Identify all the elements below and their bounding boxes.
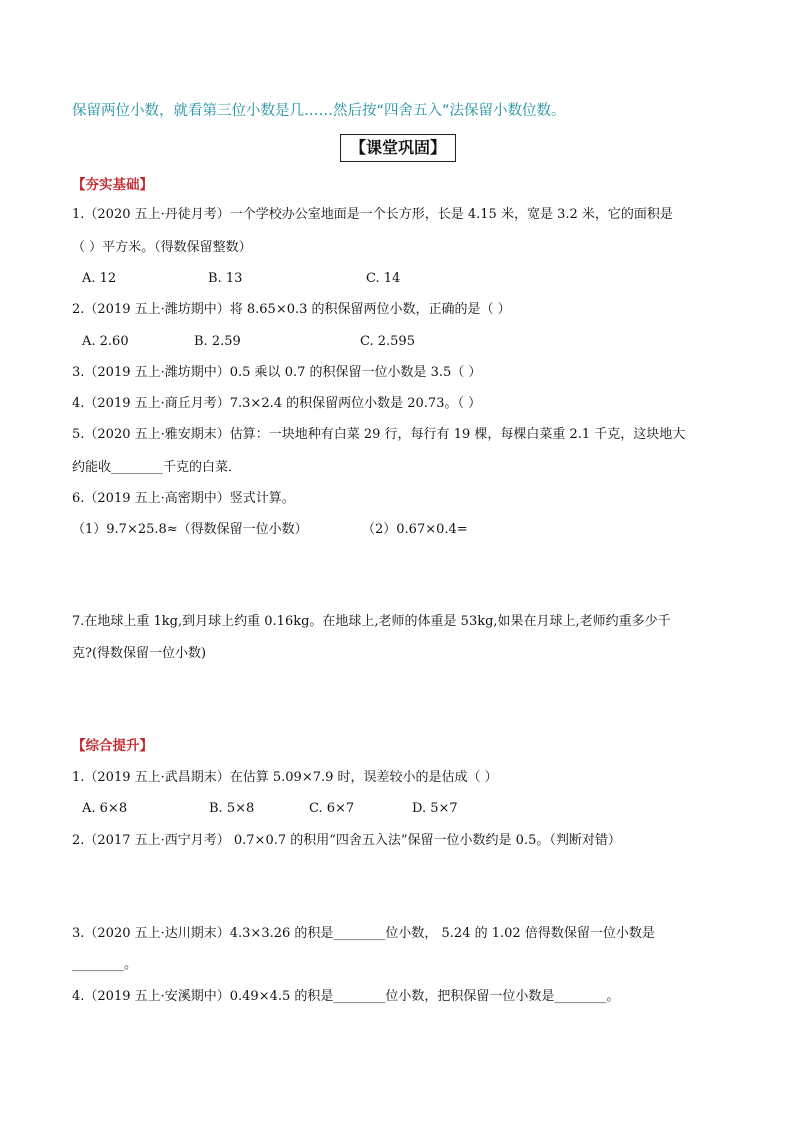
basic-q2-options <box>82 333 482 351</box>
basic-q2: 2.（2019 五上·潍坊期中）将 8.65×0.3 的积保留两位小数，正确的是（ ） <box>72 302 511 317</box>
intro-text: 保留两位小数，就看第三位小数是几……然后按“四舍五入”法保留小数位数。 <box>72 103 566 119</box>
option-c: C. 14 <box>366 271 401 286</box>
basic-q1-options <box>82 270 482 288</box>
advanced-q3-line1: 3.（2020 五上·达川期末）4.3×3.26 的积是________位小数， 5.24 的 1.02 倍得数保留一位小数是 <box>72 926 655 941</box>
option-a: A. 12 <box>82 271 117 286</box>
basic-q1-line1: 1.（2020 五上·丹徒月考）一个学校办公室地面是一个长方形，长是 4.15 米，宽是 3.2 米，它的面积是 <box>72 207 673 222</box>
option-b: B. 2.59 <box>194 334 241 349</box>
advanced-q1: 1.（2019 五上·武昌期末）在估算 5.09×7.9 时，误差较小的是估成（ ） <box>72 770 498 785</box>
option-a: A. 2.60 <box>82 334 129 349</box>
advanced-q3-line2: ________。 <box>72 957 138 972</box>
basic-q7-line2: 克?(得数保留一位小数) <box>72 646 207 661</box>
basic-q7-line1: 7.在地球上重 1kg,到月球上约重 0.16kg。在地球上,老师的体重是 53kg,如果在月球上,老师约重多少千 <box>72 614 671 629</box>
basic-q5-line2: 约能收________千克的白菜． <box>72 460 242 475</box>
option-b: B. 5×8 <box>209 801 255 816</box>
basic-heading: 【夯实基础】 <box>72 177 153 193</box>
option-d: D. 5×7 <box>412 801 458 816</box>
advanced-q1-options <box>82 800 502 818</box>
basic-q6-a: （1）9.7×25.8≈（得数保留一位小数） <box>72 522 308 537</box>
basic-q6: 6.（2019 五上·高密期中）竖式计算。 <box>72 491 295 506</box>
option-c: C. 2.595 <box>360 334 415 349</box>
option-b: B. 13 <box>208 271 243 286</box>
advanced-q4: 4.（2019 五上·安溪期中）0.49×4.5 的积是________位小数，把积保留一位小数是________。 <box>72 989 620 1004</box>
section-title: 【课堂巩固】 <box>340 134 456 162</box>
basic-q3: 3.（2019 五上·潍坊期中）0.5 乘以 0.7 的积保留一位小数是 3.5（ ） <box>72 365 482 380</box>
basic-q1-line2: （ ）平方米。（得数保留整数） <box>72 240 252 255</box>
advanced-heading: 【综合提升】 <box>72 738 153 754</box>
basic-q6-b: （2）0.67×0.4= <box>362 522 468 537</box>
basic-q4: 4.（2019 五上·商丘月考）7.3×2.4 的积保留两位小数是 20.73。（ ） <box>72 396 482 411</box>
option-c: C. 6×7 <box>309 801 355 816</box>
basic-q5-line1: 5.（2020 五上·雅安期末）估算：一块地种有白菜 29 行，每行有 19 棵，每棵白菜重 2.1 千克，这块地大 <box>72 427 686 442</box>
option-a: A. 6×8 <box>82 801 128 816</box>
advanced-q2: 2.（2017 五上·西宁月考） 0.7×0.7 的积用“四舍五入法”保留一位小数约是 0.5。（判断对错） <box>72 833 621 848</box>
